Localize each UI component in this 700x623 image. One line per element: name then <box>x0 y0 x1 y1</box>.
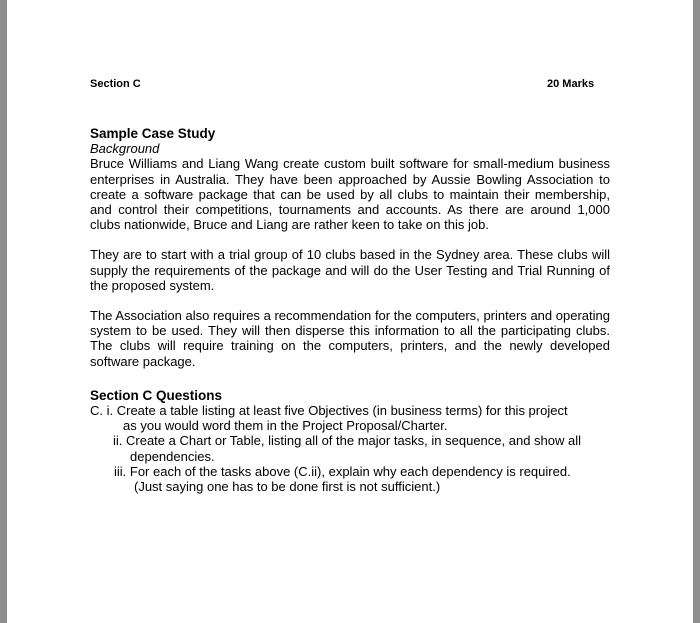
question-2-line-1: ii. Create a Chart or Table, listing all of the major tasks, in sequence, and show all <box>113 433 581 449</box>
paragraph-3: The Association also requires a recommendation for the computers, printers and operating system to be used. They will then disperse this information to all the participating clubs. The clubs will require training on the computers, printers, and the newly developed software package. <box>90 308 610 369</box>
question-1 <box>90 403 610 433</box>
case-study-title: Sample Case Study <box>90 126 216 141</box>
question-1-line-2: as you would word them in the Project Proposal/Charter. <box>123 418 448 434</box>
marks-label: 20 Marks <box>547 78 595 90</box>
question-2 <box>90 433 610 463</box>
document-page <box>7 0 693 623</box>
question-3-line-2: (Just saying one has to be done first is not sufficient.) <box>134 479 441 495</box>
questions-title: Section C Questions <box>90 387 223 403</box>
question-3 <box>90 464 610 494</box>
background-subtitle: Background <box>90 141 160 157</box>
question-1-line-1: C. i. Create a table listing at least five Objectives (in business terms) for this project <box>90 403 568 419</box>
document-body <box>90 126 610 494</box>
section-heading: Section C <box>90 78 141 90</box>
paragraph-1: Bruce Williams and Liang Wang create custom built software for small-medium business enterprises in Australia. They have been approached by Aussie Bowling Association to create a software package that can be used by all clubs to maintain their membership, and control their competitions, tournaments and accounts. As there are around 1,000 clubs nationwide, Bruce and Liang are rather keen to take on this job. <box>90 156 610 233</box>
question-3-line-1: iii. For each of the tasks above (C.ii), explain why each dependency is required. <box>114 463 571 479</box>
paragraph-2: They are to start with a trial group of 10 clubs based in the Sydney area. These clubs will supply the requirements of the package and will do the User Testing and Trial Running of the proposed system. <box>90 247 610 293</box>
question-2-line-2: dependencies. <box>130 448 215 464</box>
